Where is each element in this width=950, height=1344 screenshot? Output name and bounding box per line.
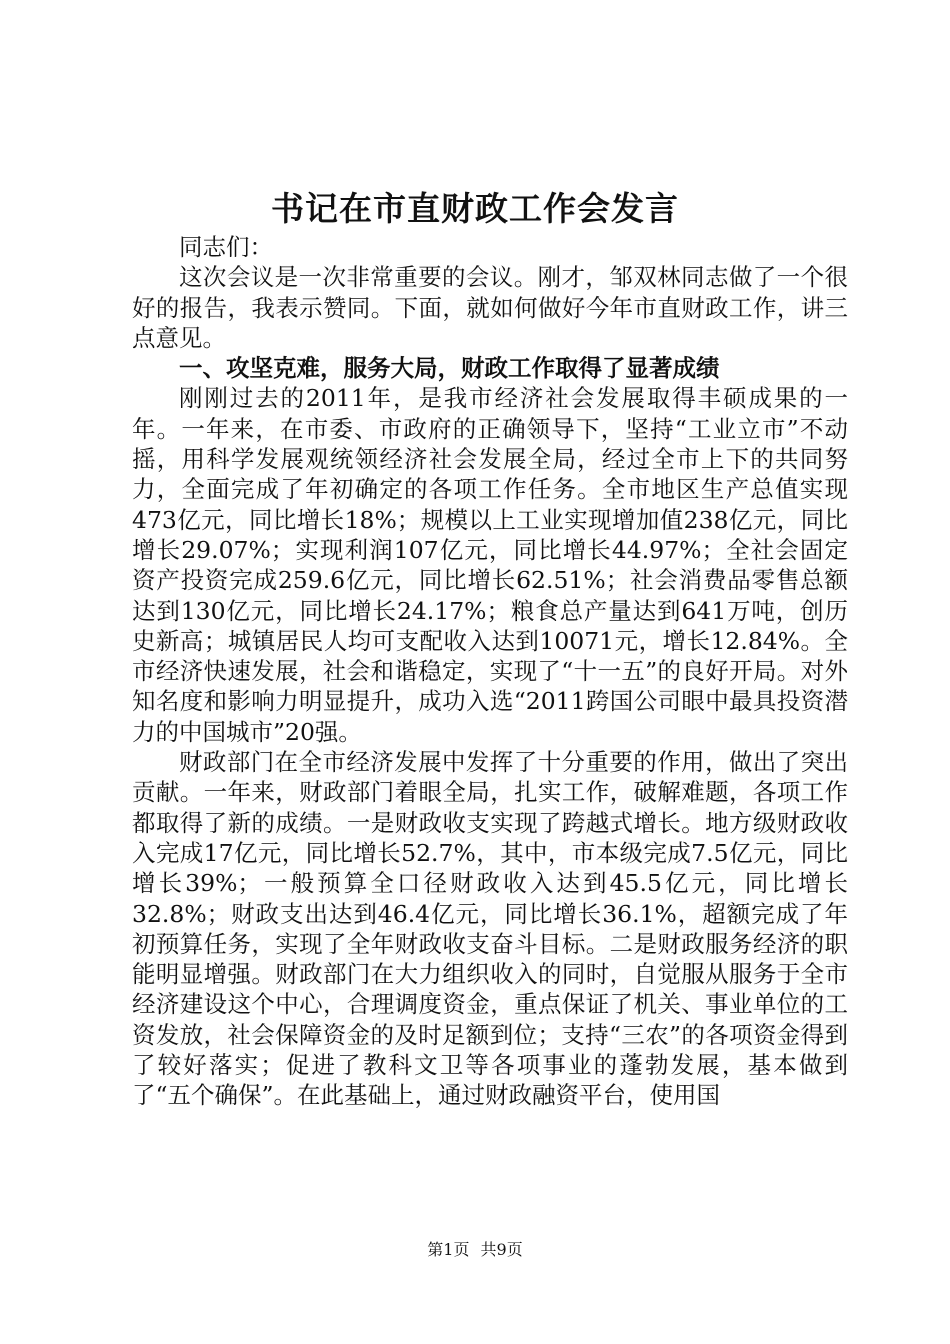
document-body [132,232,848,1111]
section-paragraph: 财政部门在全市经济发展中发挥了十分重要的作用，做出了突出贡献。一年来，财政部门着眼全局，扎实工作，破解难题，各项工作都取得了新的成绩。一是财政收支实现了跨越式增长。地方级财政收入完成17亿元，同比增长52.7%，其中，市本级完成7.5亿元，同比增长39%；一般预算全口径财政收入达到45.5亿元，同比增长32.8%；财政支出达到46.4亿元，同比增长36.1%，超额完成了年初预算任务，实现了全年财政收支奋斗目标。二是财政服务经济的职能明显增强。财政部门在大力组织收入的同时，自觉服从服务于全市经济建设这个中心，合理调度资金，重点保证了机关、事业单位的工资发放，社会保障资金的及时足额到位；支持“三农”的各项资金得到了较好落实；促进了教科文卫等各项事业的蓬勃发展，基本做到了“五个确保”。在此基础上，通过财政融资平台，使用国 [132,748,848,1110]
page-total: 共9页 [480,1240,523,1259]
salutation: 同志们： [179,233,273,261]
section-heading: 一、攻坚克难，服务大局，财政工作取得了显著成绩 [179,354,720,383]
page-footer [0,1240,950,1260]
intro-paragraph: 这次会议是一次非常重要的会议。刚才，邹双林同志做了一个很好的报告，我表示赞同。下面，就如何做好今年市直财政工作，讲三点意见。 [132,263,848,352]
section-paragraph: 刚刚过去的2011年，是我市经济社会发展取得丰硕成果的一年。一年来，在市委、市政府的正确领导下，坚持“工业立市”不动摇，用科学发展观统领经济社会发展全局，经过全市上下的共同努力，全面完成了年初确定的各项工作任务。全市地区生产总值实现473亿元，同比增长18%；规模以上工业实现增加值238亿元，同比增长29.07%；实现利润107亿元，同比增长44.97%；全社会固定资产投资完成259.6亿元，同比增长62.51%；社会消费品零售总额达到130亿元，同比增长24.17%；粮食总产量达到641万吨，创历史新高；城镇居民人均可支配收入达到10071元，增长12.84%。全市经济快速发展，社会和谐稳定，实现了“十一五”的良好开局。对外知名度和影响力明显提升，成功入选“2011跨国公司眼中最具投资潜力的中国城市”20强。 [132,384,848,746]
page-number: 第1页 [427,1240,470,1259]
document-title: 书记在市直财政工作会发言 [271,189,679,228]
